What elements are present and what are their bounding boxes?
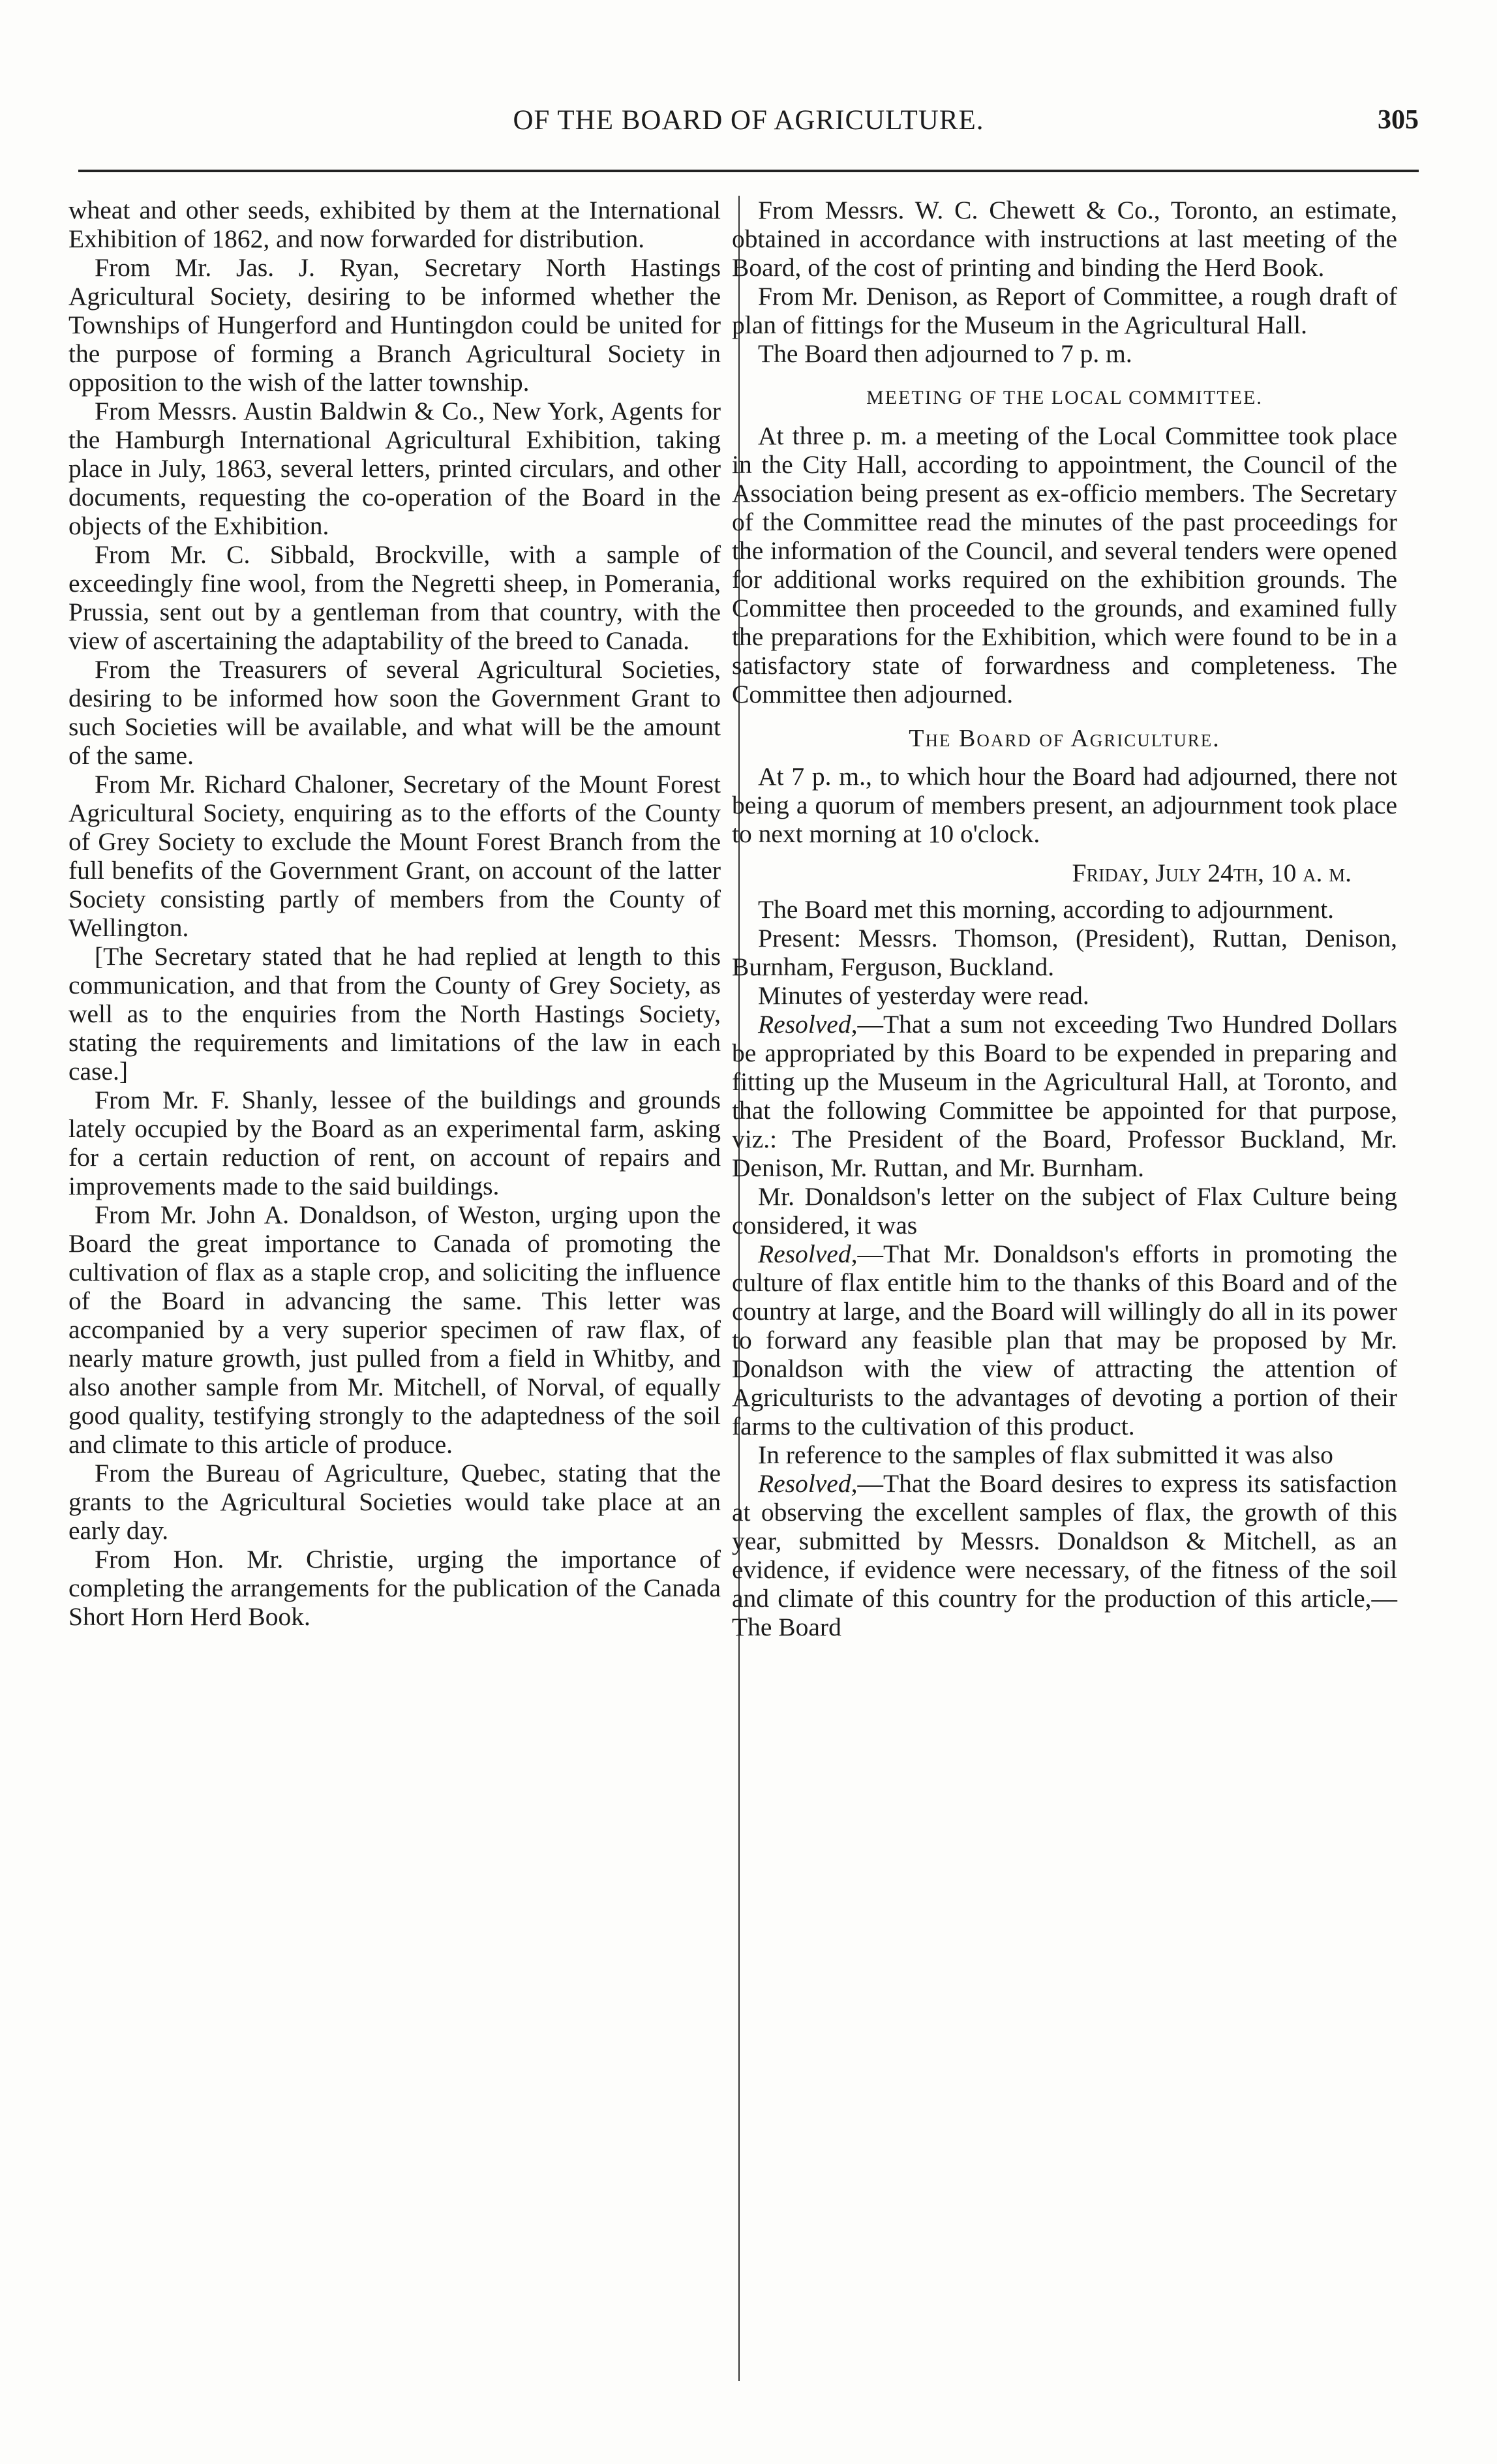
header-rule [78,170,1419,172]
left-para-10: From the Bureau of Agriculture, Quebec, stating that the grants to the Agricultural Societies would take place at an early day. [68,1459,721,1545]
left-para-5: From the Treasurers of several Agricultural Societies, desiring to be informed how soon the Government Grant to such Societies will be available, and what will be the amount of the same. [68,655,721,770]
right-para-1: From Messrs. W. C. Chewett & Co., Toronto, an estimate, obtained in accordance with instructions at last meeting of the Board, of the cost of printing and binding the Herd Book. [732,196,1397,282]
resolution-1 [732,1010,1397,1182]
resolved-label: Resolved, [758,1240,858,1268]
flax-letter-para: Mr. Donaldson's letter on the subject of Flax Culture being considered, it was [732,1182,1397,1240]
left-para-2: From Mr. Jas. J. Ryan, Secretary North Hastings Agricultural Society, desiring to be informed whether the Townships of Hungerford and Huntingdon could be united for the purpose of forming a Branch Agricultural Society in opposition to the wish of the latter township. [68,253,721,397]
left-para-9: From Mr. John A. Donaldson, of Weston, urging upon the Board the great importance to Canada of promoting the cultivation of flax as a staple crop, and soliciting the influence of the Board in advancing the same. This letter was accompanied by a very superior specimen of raw flax, of nearly mature growth, just pulled from a field in Whitby, and also another sample from Mr. Mitchell, of Norval, of equally good quality, testifying strongly to the adaptedness of the soil and climate to this article of produce. [68,1200,721,1459]
resolution-1-text: —That a sum not exceeding Two Hundred Dollars be appropriated by this Board to be expended in preparing and fitting up the Museum in the Agricultural Hall, at Toronto, and that the following Committee be appointed for that purpose, viz.: The President of the Board, Professor Buckland, Mr. Denison, Mr. Ruttan, and Mr. Burnham. [732,1010,1397,1182]
right-para-3: The Board then adjourned to 7 p. m. [758,339,1132,368]
resolution-3-text: —That the Board desires to express its satisfaction at observing the excellent samples of flax, the growth of this year, submitted by Messrs. Donaldson & Mitchell, as an evidence, if evidence were necessary, of the fitness of the soil and climate of this country for the production of this article,—The Board [732,1469,1397,1641]
resolution-2 [732,1240,1397,1440]
friday-para-3: Minutes of yesterday were read. [758,981,1089,1010]
board-para: At 7 p. m., to which hour the Board had adjourned, there not being a quorum of members present, an adjournment took place to next morning at 10 o'clock. [732,762,1397,848]
right-column [732,196,1397,1641]
meeting-para: At three p. m. a meeting of the Local Committee took place in the City Hall, according to appointment, the Council of the Association being present as ex-officio members. The Secretary of the Committee read the minutes of the past proceedings for the information of the Council, and several tenders were opened for additional works required on the exhibition grounds. The Committee then proceeded to the grounds, and examined fully the preparations for the Exhibition, which were found to be in a satisfactory state of forwardness and completeness. The Committee then adjourned. [732,421,1397,708]
left-para-7: [The Secretary stated that he had replied at length to this communication, and that from the County of Grey Society, as well as to the enquiries from the North Hastings Society, stating the requirements and limitations of the law in each case.] [68,942,721,1086]
resolved-label: Resolved, [758,1010,858,1039]
resolution-2-text: —That Mr. Donaldson's efforts in promoting the culture of flax entitle him to the thanks of this Board and of the country at large, and the Board will willingly do all in its power to forward any feasible plan that may be proposed by Mr. Donaldson with the view of attracting the attention of Agriculturists to the advantages of devoting a portion of their farms to the cultivation of this product. [732,1240,1397,1440]
samples-para: In reference to the samples of flax submitted it was also [758,1440,1333,1469]
left-para-11: From Hon. Mr. Christie, urging the importance of completing the arrangements for the publication of the Canada Short Horn Herd Book. [68,1545,721,1631]
board-heading: The Board of Agriculture. [909,725,1220,752]
page-title: OF THE BOARD OF AGRICULTURE. [513,105,984,136]
left-para-3: From Messrs. Austin Baldwin & Co., New York, Agents for the Hamburgh International Agricultural Exhibition, taking place in July, 1863, several letters, printed circulars, and other documents, requesting the co-operation of the Board in the objects of the Exhibition. [68,397,721,540]
left-para-1: wheat and other seeds, exhibited by them at the International Exhibition of 1862, and now forwarded for distribution. [68,196,721,253]
left-column [68,196,721,1631]
friday-para-2: Present: Messrs. Thomson, (President), Ruttan, Denison, Burnham, Ferguson, Buckland. [732,924,1397,981]
meeting-heading: MEETING OF THE LOCAL COMMITTEE. [866,387,1263,408]
left-para-8: From Mr. F. Shanly, lessee of the buildings and grounds lately occupied by the Board as an experimental farm, asking for a certain reduction of rent, on account of repairs and improvements made to the said buildings. [68,1086,721,1200]
resolved-label: Resolved, [758,1469,858,1498]
dateline: Friday, July 24th, 10 a. m. [1072,859,1352,887]
running-header [78,104,1419,150]
friday-para-1: The Board met this morning, according to adjournment. [758,895,1335,924]
right-para-2: From Mr. Denison, as Report of Committee, a rough draft of plan of fittings for the Museum in the Agricultural Hall. [732,282,1397,339]
left-para-4: From Mr. C. Sibbald, Brockville, with a sample of exceedingly fine wool, from the Negretti sheep, in Pomerania, Prussia, sent out by a gentleman from that country, with the view of ascertaining the adaptability of the breed to Canada. [68,540,721,655]
page-number: 305 [1378,105,1419,135]
left-para-6: From Mr. Richard Chaloner, Secretary of the Mount Forest Agricultural Society, enquiring as to the efforts of the County of Grey Society to exclude the Mount Forest Branch from the full benefits of the Government Grant, on account of the latter Society consisting partly of members from the County of Wellington. [68,770,721,942]
resolution-3 [732,1469,1397,1641]
